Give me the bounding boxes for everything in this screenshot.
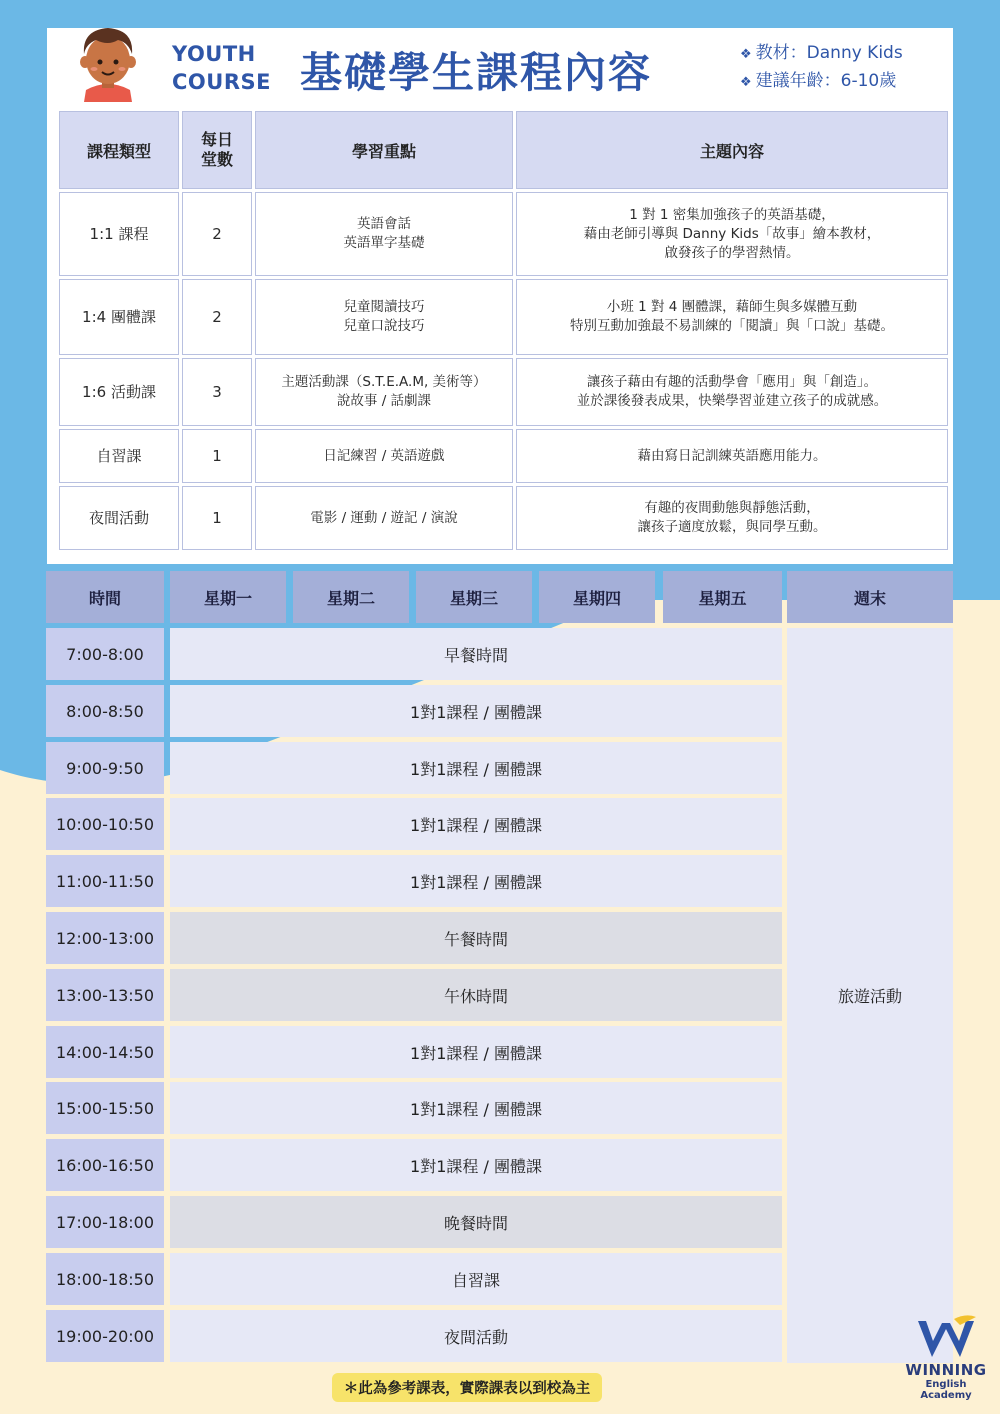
schedule-activity: 早餐時間: [170, 628, 782, 680]
schedule-time: 8:00-8:50: [46, 685, 164, 737]
course-table-header: [59, 111, 948, 189]
course-focus: 兒童閱讀技巧 兒童口說技巧: [255, 279, 513, 355]
youth-course-label: [172, 40, 271, 96]
schedule-activity: 午休時間: [170, 969, 782, 1021]
course-type: 1:6 活動課: [59, 358, 179, 426]
schedule-activity: 1對1課程 / 團體課: [170, 1026, 782, 1078]
schedule-header-weekend: 週末: [787, 571, 953, 623]
schedule-activity: 夜間活動: [170, 1310, 782, 1362]
age-info: 建議年齡：6-10歲: [755, 71, 897, 91]
course-count: 2: [182, 192, 252, 276]
course-row: [59, 486, 948, 550]
course-content: 1 對 1 密集加強孩子的英語基礎， 藉由老師引導與 Danny Kids「故事」繪本教材， 啟發孩子的學習熱情。: [516, 192, 948, 276]
course-content: 藉由寫日記訓練英語應用能力。: [516, 429, 948, 483]
schedule-note: ＊此為參考課表，實際課表以到校為主: [332, 1373, 602, 1402]
course-focus: 電影 / 運動 / 遊記 / 演說: [255, 486, 513, 550]
course-table: [56, 108, 951, 553]
course-type: 自習課: [59, 429, 179, 483]
course-count: 3: [182, 358, 252, 426]
course-row: [59, 429, 948, 483]
schedule-activity: 自習課: [170, 1253, 782, 1305]
diamond-cluster-icon: ❖: [740, 47, 752, 62]
child-avatar-icon: [72, 20, 144, 102]
schedule-time: 15:00-15:50: [46, 1082, 164, 1134]
course-row: [59, 279, 948, 355]
schedule-time: 7:00-8:00: [46, 628, 164, 680]
course-count: 1: [182, 429, 252, 483]
schedule-header-thursday: 星期四: [539, 571, 655, 623]
winning-logo: [900, 1315, 992, 1407]
schedule-activity: 晚餐時間: [170, 1196, 782, 1248]
schedule-activity: 1對1課程 / 團體課: [170, 742, 782, 794]
header-daily-count: 每日 堂數: [182, 111, 252, 189]
page-title: 基礎學生課程內容: [300, 48, 653, 97]
course-content: 小班 1 對 4 團體課，藉師生與多媒體互動 特別互動加強最不易訓練的「閱讀」與「口說」基礎。: [516, 279, 948, 355]
header-content: 主題內容: [516, 111, 948, 189]
course-count: 2: [182, 279, 252, 355]
schedule-activity: 1對1課程 / 團體課: [170, 1082, 782, 1134]
schedule-time: 13:00-13:50: [46, 969, 164, 1021]
diamond-cluster-icon: ❖: [740, 75, 752, 90]
course-row: [59, 192, 948, 276]
header-focus: 學習重點: [255, 111, 513, 189]
schedule-time: 16:00-16:50: [46, 1139, 164, 1191]
winning-w-logo-icon: [914, 1315, 978, 1361]
schedule-header-monday: 星期一: [170, 571, 286, 623]
logo-name: WINNING: [905, 1361, 987, 1379]
course-type: 夜間活動: [59, 486, 179, 550]
schedule-activity: 1對1課程 / 團體課: [170, 798, 782, 850]
course-type: 1:1 課程: [59, 192, 179, 276]
schedule-activity: 1對1課程 / 團體課: [170, 855, 782, 907]
course-type: 1:4 團體課: [59, 279, 179, 355]
schedule-time: 19:00-20:00: [46, 1310, 164, 1362]
schedule-header-time: 時間: [46, 571, 164, 623]
schedule-time: 12:00-13:00: [46, 912, 164, 964]
course-focus: 主題活動課（S.T.E.A.M, 美術等） 說故事 / 話劇課: [255, 358, 513, 426]
course-meta: [740, 40, 903, 96]
course-row: [59, 358, 948, 426]
schedule-header-wednesday: 星期三: [416, 571, 532, 623]
course-content: 讓孩子藉由有趣的活動學會「應用」與「創造」。 並於課後發表成果，快樂學習並建立孩子的成就感。: [516, 358, 948, 426]
schedule-time: 18:00-18:50: [46, 1253, 164, 1305]
course-content: 有趣的夜間動態與靜態活動， 讓孩子適度放鬆，與同學互動。: [516, 486, 948, 550]
course-line: COURSE: [172, 70, 271, 94]
schedule-time: 11:00-11:50: [46, 855, 164, 907]
course-focus: 英語會話 英語單字基礎: [255, 192, 513, 276]
youth-line: YOUTH: [172, 42, 256, 66]
course-focus: 日記練習 / 英語遊戲: [255, 429, 513, 483]
schedule-time: 10:00-10:50: [46, 798, 164, 850]
schedule-time: 17:00-18:00: [46, 1196, 164, 1248]
schedule-time: 14:00-14:50: [46, 1026, 164, 1078]
schedule-time: 9:00-9:50: [46, 742, 164, 794]
weekend-activity: 旅遊活動: [787, 628, 953, 1363]
schedule-activity: 午餐時間: [170, 912, 782, 964]
schedule-header-friday: 星期五: [663, 571, 782, 623]
course-count: 1: [182, 486, 252, 550]
header-course-type: 課程類型: [59, 111, 179, 189]
schedule-activity: 1對1課程 / 團體課: [170, 685, 782, 737]
schedule-activity: 1對1課程 / 團體課: [170, 1139, 782, 1191]
schedule-header-tuesday: 星期二: [293, 571, 409, 623]
textbook-info: 教材：Danny Kids: [755, 43, 903, 63]
logo-subtitle: English Academy: [920, 1379, 972, 1401]
